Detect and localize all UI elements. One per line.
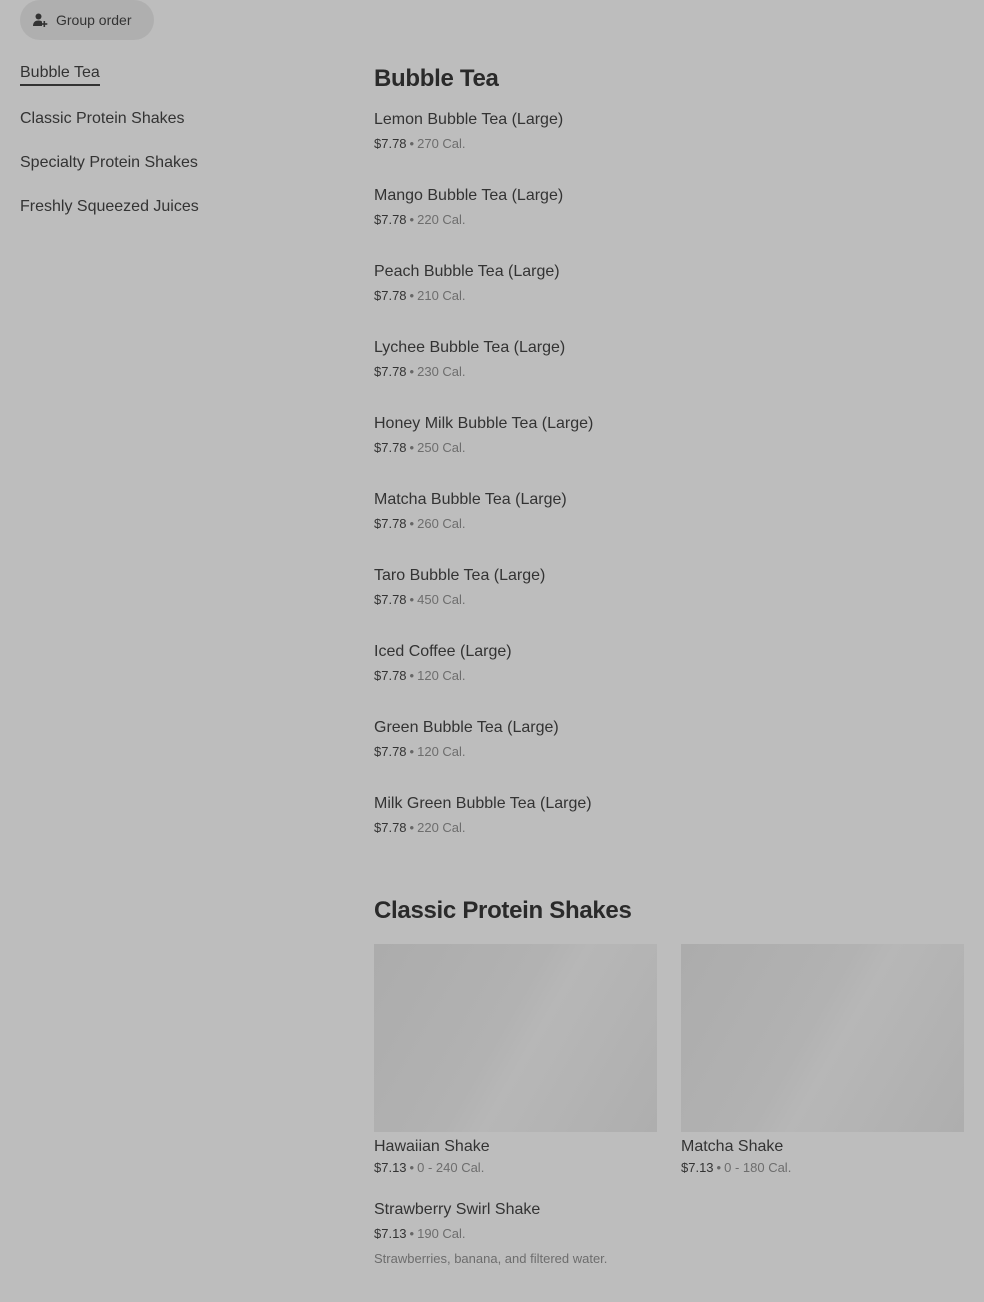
meta-separator: • [409,364,415,379]
item-name: Iced Coffee (Large) [374,643,512,660]
item-calories: 230 Cal. [417,364,466,379]
item-calories: 120 Cal. [417,668,466,683]
meta-separator: • [409,136,415,151]
item-meta [374,667,964,685]
sidebar-item-bubble-tea[interactable]: Bubble Tea [20,62,100,86]
item-calories: 0 - 240 Cal. [417,1160,485,1175]
item-name: Matcha Bubble Tea (Large) [374,491,567,508]
item-calories: 120 Cal. [417,744,466,759]
item-price: $7.13 [374,1226,407,1241]
meta-separator: • [409,1160,415,1175]
item-image-placeholder [374,944,657,1132]
item-price: $7.78 [374,440,407,455]
item-calories: 0 - 180 Cal. [724,1160,792,1175]
item-calories: 260 Cal. [417,516,466,531]
item-meta [374,819,964,837]
section-title-bubble-tea: Bubble Tea [374,65,499,92]
menu-item[interactable] [374,642,964,685]
section-title-classic-protein-shakes: Classic Protein Shakes [374,897,632,924]
menu-item[interactable] [374,718,964,761]
item-name: Hawaiian Shake [374,1138,490,1155]
item-price: $7.78 [374,212,407,227]
item-price: $7.78 [374,136,407,151]
sidebar-item-specialty-protein-shakes[interactable]: Specialty Protein Shakes [20,154,198,171]
sidebar-item-classic-protein-shakes[interactable]: Classic Protein Shakes [20,110,185,127]
menu-item[interactable] [374,566,964,609]
meta-separator: • [409,820,415,835]
sidebar-item-freshly-squeezed-juices[interactable]: Freshly Squeezed Juices [20,198,199,215]
menu-item[interactable] [374,414,964,457]
item-name: Matcha Shake [681,1138,784,1155]
menu-item[interactable] [374,490,964,533]
item-price: $7.78 [374,592,407,607]
menu-card[interactable] [374,944,657,1177]
meta-separator: • [409,516,415,531]
item-price: $7.78 [374,820,407,835]
item-name: Taro Bubble Tea (Large) [374,567,546,584]
meta-separator: • [716,1160,722,1175]
menu-item[interactable] [374,338,964,381]
item-meta [374,287,964,305]
meta-separator: • [409,668,415,683]
item-price: $7.78 [374,288,407,303]
item-name: Peach Bubble Tea (Large) [374,263,560,280]
meta-separator: • [409,592,415,607]
meta-separator: • [409,440,415,455]
item-name: Lemon Bubble Tea (Large) [374,111,564,128]
item-calories: 250 Cal. [417,440,466,455]
item-meta [374,135,964,153]
item-meta [374,591,964,609]
item-meta [374,1159,657,1177]
item-name: Honey Milk Bubble Tea (Large) [374,415,594,432]
meta-separator: • [409,212,415,227]
item-meta [374,743,964,761]
person-add-icon [32,12,48,28]
item-name: Milk Green Bubble Tea (Large) [374,795,592,812]
item-price: $7.78 [374,364,407,379]
item-calories: 450 Cal. [417,592,466,607]
item-meta [374,363,964,381]
menu-item[interactable] [374,1200,964,1268]
item-meta [681,1159,964,1177]
meta-separator: • [409,288,415,303]
item-meta [374,1225,964,1243]
item-meta [374,211,964,229]
item-name: Green Bubble Tea (Large) [374,719,559,736]
menu-item[interactable] [374,186,964,229]
meta-separator: • [409,1226,415,1241]
item-name: Lychee Bubble Tea (Large) [374,339,566,356]
menu-item[interactable] [374,262,964,305]
item-meta [374,515,964,533]
item-price: $7.78 [374,744,407,759]
item-calories: 190 Cal. [417,1226,466,1241]
meta-separator: • [409,744,415,759]
item-price: $7.78 [374,668,407,683]
item-price: $7.13 [374,1160,407,1175]
item-meta [374,439,964,457]
menu-item[interactable] [374,794,964,837]
item-calories: 210 Cal. [417,288,466,303]
item-price: $7.13 [681,1160,714,1175]
group-order-label: Group order [56,12,132,28]
item-calories: 270 Cal. [417,136,466,151]
group-order-button[interactable] [20,0,154,40]
item-name: Strawberry Swirl Shake [374,1201,541,1218]
item-name: Mango Bubble Tea (Large) [374,187,564,204]
menu-card[interactable] [681,944,964,1177]
item-calories: 220 Cal. [417,212,466,227]
item-price: $7.78 [374,516,407,531]
menu-item[interactable] [374,110,964,153]
item-image-placeholder [681,944,964,1132]
item-description: Strawberries, banana, and filtered water. [374,1251,608,1266]
item-calories: 220 Cal. [417,820,466,835]
category-sidebar [20,62,320,240]
